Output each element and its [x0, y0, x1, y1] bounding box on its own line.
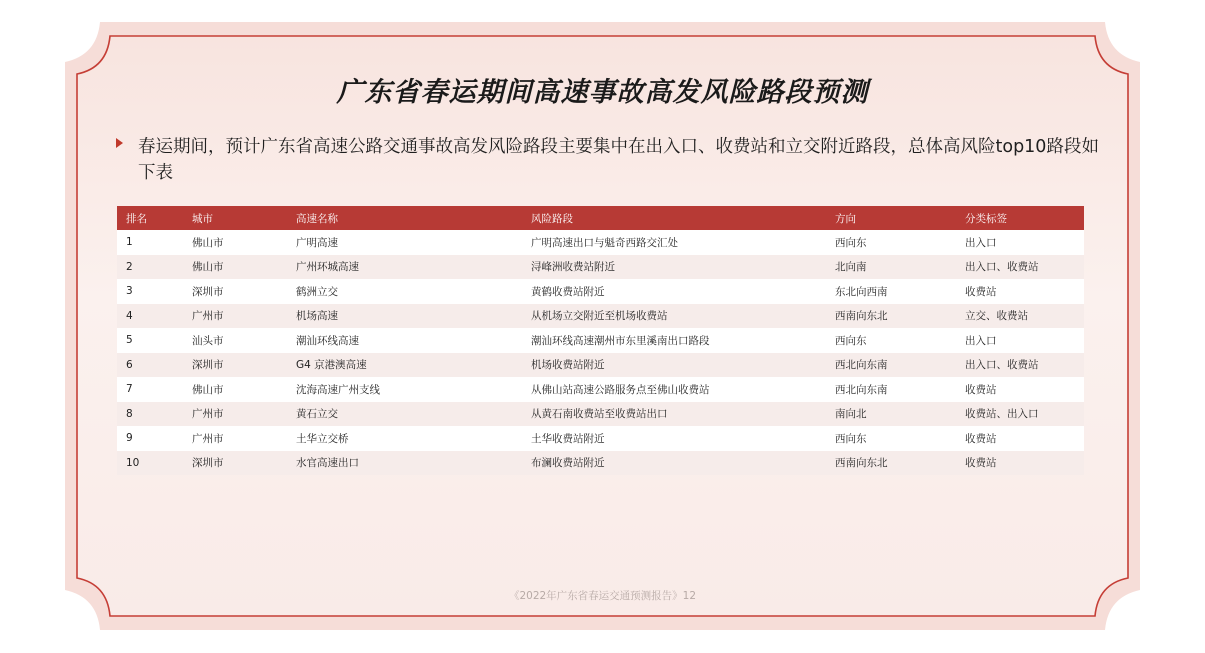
- cell-highway: 潮汕环线高速: [287, 328, 522, 353]
- cell-category: 出入口、收费站: [956, 353, 1084, 378]
- cell-direction: 西向东: [826, 230, 956, 255]
- cell-city: 广州市: [183, 304, 287, 329]
- table-header-row: [117, 206, 1084, 230]
- cell-category: 出入口、收费站: [956, 255, 1084, 280]
- cell-rank: 3: [117, 279, 183, 304]
- cell-highway: 广明高速: [287, 230, 522, 255]
- cell-direction: 西北向东南: [826, 377, 956, 402]
- cell-direction: 西北向东南: [826, 353, 956, 378]
- cell-city: 深圳市: [183, 353, 287, 378]
- cell-risk-section: 浔峰洲收费站附近: [522, 255, 826, 280]
- cell-risk-section: 黄鹤收费站附近: [522, 279, 826, 304]
- cell-city: 深圳市: [183, 279, 287, 304]
- cell-rank: 6: [117, 353, 183, 378]
- cell-category: 出入口: [956, 230, 1084, 255]
- cell-city: 汕头市: [183, 328, 287, 353]
- cell-direction: 西向东: [826, 328, 956, 353]
- cell-rank: 5: [117, 328, 183, 353]
- cell-category: 收费站: [956, 451, 1084, 476]
- header-rank: 排名: [117, 206, 183, 230]
- header-city: 城市: [183, 206, 287, 230]
- table-row: [117, 377, 1084, 402]
- table-row: [117, 255, 1084, 280]
- cell-rank: 2: [117, 255, 183, 280]
- cell-city: 佛山市: [183, 377, 287, 402]
- table-row: [117, 353, 1084, 378]
- cell-highway: 沈海高速广州支线: [287, 377, 522, 402]
- cell-highway: 水官高速出口: [287, 451, 522, 476]
- header-highway: 高速名称: [287, 206, 522, 230]
- intro-text: 春运期间，预计广东省高速公路交通事故高发风险路段主要集中在出入口、收费站和立交附近路段，总体高风险top10路段如下表: [138, 137, 1099, 183]
- cell-rank: 9: [117, 426, 183, 451]
- cell-direction: 南向北: [826, 402, 956, 427]
- header-risk-section: 风险路段: [522, 206, 826, 230]
- table-row: [117, 402, 1084, 427]
- cell-rank: 4: [117, 304, 183, 329]
- cell-direction: 西向东: [826, 426, 956, 451]
- cell-city: 广州市: [183, 426, 287, 451]
- cell-category: 收费站: [956, 377, 1084, 402]
- cell-category: 收费站: [956, 279, 1084, 304]
- cell-category: 收费站、出入口: [956, 402, 1084, 427]
- cell-highway: 机场高速: [287, 304, 522, 329]
- cell-risk-section: 机场收费站附近: [522, 353, 826, 378]
- cell-direction: 西南向东北: [826, 304, 956, 329]
- table-row: [117, 304, 1084, 329]
- cell-direction: 北向南: [826, 255, 956, 280]
- cell-highway: G4 京港澳高速: [287, 353, 522, 378]
- cell-risk-section: 土华收费站附近: [522, 426, 826, 451]
- cell-direction: 东北向西南: [826, 279, 956, 304]
- cell-direction: 西南向东北: [826, 451, 956, 476]
- cell-category: 立交、收费站: [956, 304, 1084, 329]
- cell-risk-section: 潮汕环线高速潮州市东里溪南出口路段: [522, 328, 826, 353]
- cell-category: 收费站: [956, 426, 1084, 451]
- cell-city: 深圳市: [183, 451, 287, 476]
- cell-highway: 土华立交桥: [287, 426, 522, 451]
- cell-risk-section: 从佛山站高速公路服务点至佛山收费站: [522, 377, 826, 402]
- cell-category: 出入口: [956, 328, 1084, 353]
- triangle-bullet-icon: [116, 138, 123, 148]
- cell-risk-section: 从机场立交附近至机场收费站: [522, 304, 826, 329]
- page-footer: 《2022年广东省春运交通预测报告》12: [508, 590, 697, 602]
- header-category: 分类标签: [956, 206, 1084, 230]
- cell-city: 广州市: [183, 402, 287, 427]
- table-row: [117, 328, 1084, 353]
- table-row: [117, 279, 1084, 304]
- cell-highway: 鹤洲立交: [287, 279, 522, 304]
- cell-risk-section: 广明高速出口与魁奇西路交汇处: [522, 230, 826, 255]
- table-row: [117, 230, 1084, 255]
- cell-highway: 广州环城高速: [287, 255, 522, 280]
- header-direction: 方向: [826, 206, 956, 230]
- table-row: [117, 451, 1084, 476]
- page-title: 广东省春运期间高速事故高发风险路段预测: [336, 77, 869, 108]
- cell-risk-section: 从黄石南收费站至收费站出口: [522, 402, 826, 427]
- cell-rank: 8: [117, 402, 183, 427]
- cell-rank: 7: [117, 377, 183, 402]
- cell-highway: 黄石立交: [287, 402, 522, 427]
- cell-rank: 10: [117, 451, 183, 476]
- cell-rank: 1: [117, 230, 183, 255]
- cell-city: 佛山市: [183, 230, 287, 255]
- table-row: [117, 426, 1084, 451]
- risk-table: [117, 206, 1084, 475]
- cell-city: 佛山市: [183, 255, 287, 280]
- intro-paragraph: [116, 134, 1106, 186]
- cell-risk-section: 布澜收费站附近: [522, 451, 826, 476]
